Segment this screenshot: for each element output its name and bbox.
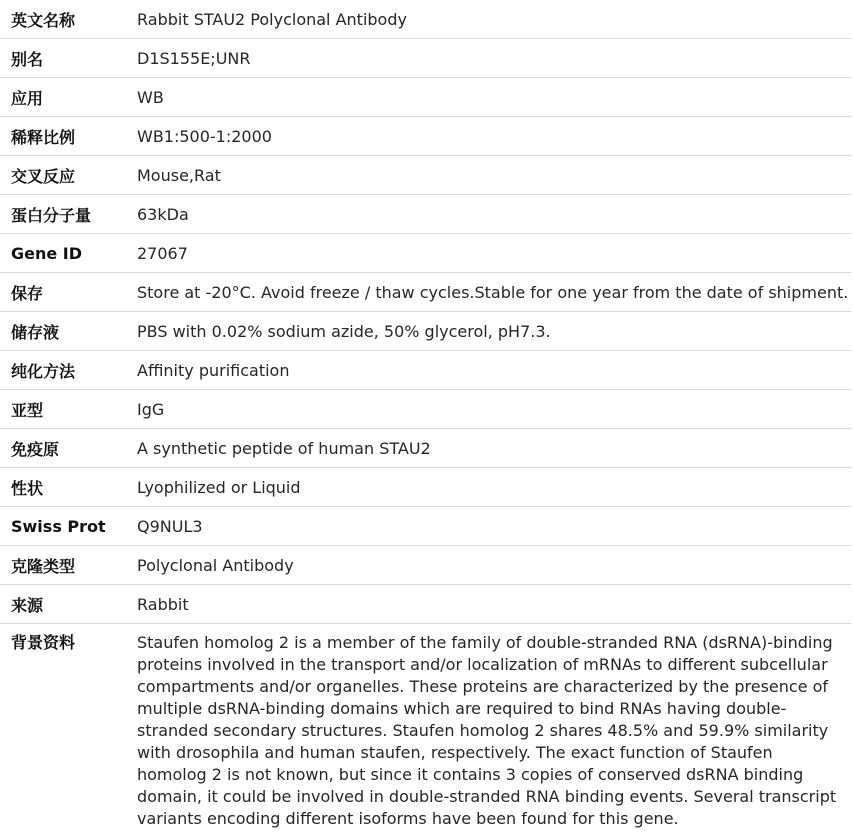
row-value: Affinity purification: [137, 351, 851, 390]
row-label: 亚型: [0, 390, 137, 429]
row-value: 27067: [137, 234, 851, 273]
row-isotype: [0, 390, 851, 429]
row-label: 交叉反应: [0, 156, 137, 195]
row-value: Rabbit: [137, 585, 851, 624]
row-immunogen: [0, 429, 851, 468]
row-purification: [0, 351, 851, 390]
row-value: WB1:500-1:2000: [137, 117, 851, 156]
row-molecular-weight: [0, 195, 851, 234]
row-value: Polyclonal Antibody: [137, 546, 851, 585]
row-storage-buffer: [0, 312, 851, 351]
row-label: 应用: [0, 78, 137, 117]
row-cross-reactivity: [0, 156, 851, 195]
row-storage: [0, 273, 851, 312]
row-dilution: [0, 117, 851, 156]
row-application: [0, 78, 851, 117]
row-label: 免疫原: [0, 429, 137, 468]
row-value: Lyophilized or Liquid: [137, 468, 851, 507]
row-label: 英文名称: [11, 10, 76, 30]
row-label: 蛋白分子量: [0, 195, 137, 234]
row-label: 储存液: [0, 312, 137, 351]
row-form: [0, 468, 851, 507]
row-value: D1S155E;UNR: [137, 39, 851, 78]
row-background: [0, 624, 851, 834]
row-clonality: [0, 546, 851, 585]
row-value: Mouse,Rat: [137, 156, 851, 195]
row-value: IgG: [137, 390, 851, 429]
row-swiss-prot: [0, 507, 851, 546]
row-label: Gene ID: [0, 234, 137, 273]
row-value: 63kDa: [137, 195, 851, 234]
row-label: 别名: [0, 39, 137, 78]
row-gene-id: [0, 234, 851, 273]
row-label: 克隆类型: [0, 546, 137, 585]
row-english-name: [0, 0, 851, 39]
row-value: Rabbit STAU2 Polyclonal Antibody: [137, 9, 407, 29]
row-value: Store at -20°C. Avoid freeze / thaw cycles.Stable for one year from the date of shipment.: [137, 273, 851, 312]
row-label: 保存: [0, 273, 137, 312]
row-label: 纯化方法: [0, 351, 137, 390]
row-label: 稀释比例: [0, 117, 137, 156]
row-value: Staufen homolog 2 is a member of the family of double-stranded RNA (dsRNA)-binding proteins involved in the transport and/or localization of mRNAs to different subcellular compartments and/or organelles. These proteins are characterized by the presence of multiple dsRNA-binding domains which are required to bind RNAs having double-stranded secondary structures. Staufen homolog 2 shares 48.5% and 59.9% similarity with drosophila and human staufen, respectively. The exact function of Staufen homolog 2 is not known, but since it contains 3 copies of conserved dsRNA binding domain, it could be involved in double-stranded RNA binding events. Several transcript variants encoding different isoforms have been found for this gene.: [137, 624, 851, 834]
row-value: A synthetic peptide of human STAU2: [137, 429, 851, 468]
row-value: WB: [137, 78, 851, 117]
row-label: Swiss Prot: [0, 507, 137, 546]
row-label: 来源: [0, 585, 137, 624]
row-value: Q9NUL3: [137, 507, 851, 546]
row-alias: [0, 39, 851, 78]
row-label: 背景资料: [0, 624, 137, 834]
row-value: PBS with 0.02% sodium azide, 50% glycerol, pH7.3.: [137, 312, 851, 351]
row-label: 性状: [0, 468, 137, 507]
row-host: [0, 585, 851, 624]
